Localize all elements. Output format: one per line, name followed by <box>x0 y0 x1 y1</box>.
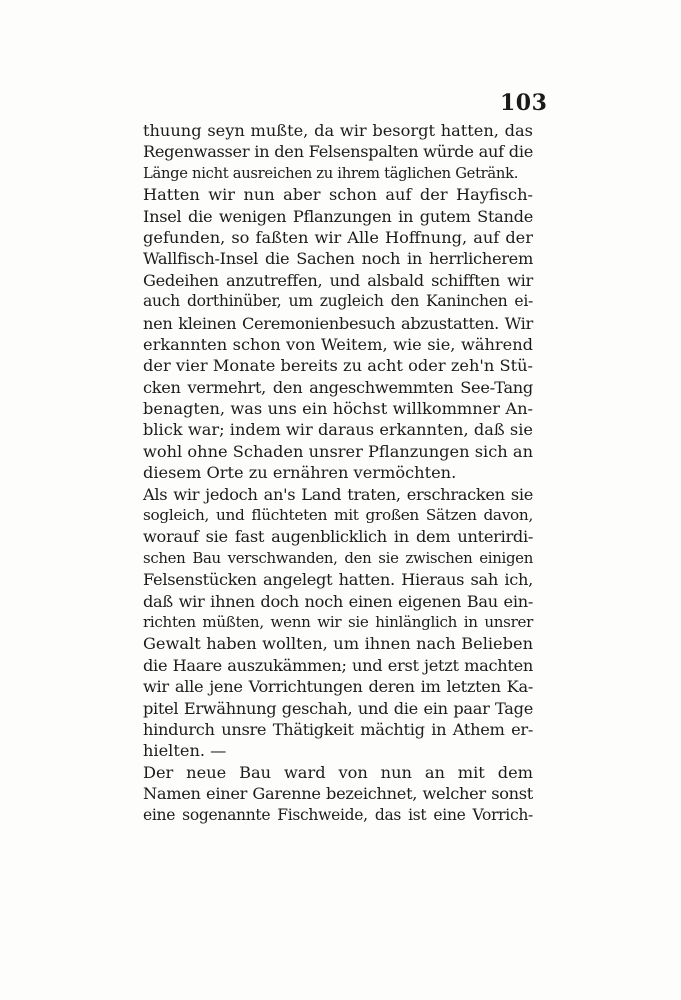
text-line: wohl ohne Schaden unsrer Pflanzungen sich an <box>143 441 533 461</box>
text-line: Insel die wenigen Pflanzungen in gutem Stande <box>143 206 533 226</box>
text-line: Felsenstücken angelegt hatten. Hieraus sah ich, <box>143 570 533 590</box>
text-line: nen kleinen Ceremonienbesuch abzustatten. Wir <box>143 313 533 333</box>
text-line: auch dorthinüber, um zugleich den Kaninchen ei- <box>143 292 533 311</box>
text-line: Regenwasser in den Felsenspalten würde auf die <box>143 142 533 162</box>
text-line: cken vermehrt, den angeschwemmten See-Tang <box>143 377 533 397</box>
text-line: Als wir jedoch an's Land traten, erschracken sie <box>143 484 533 504</box>
text-line: blick war; indem wir daraus erkannten, daß sie <box>143 420 533 440</box>
text-line: richten müßten, wenn wir sie hinlänglich in unsrer <box>143 612 533 631</box>
text-line: die Haare auszukämmen; und erst jetzt machten <box>143 655 533 675</box>
text-line: hielten. — <box>143 741 227 761</box>
text-line: Gewalt haben wollten, um ihnen nach Belieben <box>143 634 533 654</box>
text-line: Gedeihen anzutreffen, und alsbald schifften wir <box>143 270 533 290</box>
text-line: Hatten wir nun aber schon auf der Hayfisch- <box>143 185 533 205</box>
text-line: erkannten schon von Weitem, wie sie, während <box>143 334 533 354</box>
text-line: benagten, was uns ein höchst willkommner An- <box>143 399 533 419</box>
text-line: hindurch unsre Thätigkeit mächtig in Athem er- <box>143 719 533 739</box>
text-line: thuung seyn mußte, da wir besorgt hatten, das <box>143 121 533 140</box>
text-line: pitel Erwähnung geschah, und die ein paar Tage <box>143 698 533 718</box>
text-line: der vier Monate bereits zu acht oder zeh'n Stü- <box>143 356 533 376</box>
text-line: eine sogenannte Fischweide, das ist eine Vorrich- <box>143 805 533 824</box>
text-line: Namen einer Garenne bezeichnet, welcher sonst <box>143 784 533 804</box>
body-text <box>143 120 533 826</box>
text-line: Länge nicht ausreichen zu ihrem täglichen Getränk. <box>143 164 519 182</box>
text-line: Wallfisch-Insel die Sachen noch in herrlicherem <box>143 249 533 269</box>
text-line: sogleich, und flüchteten mit großen Sätzen davon, <box>143 506 533 525</box>
text-line: worauf sie fast augenblicklich in dem unterirdi- <box>143 527 533 547</box>
text-line: diesem Orte zu ernähren vermöchten. <box>143 463 457 483</box>
text-line: Der neue Bau ward von nun an mit dem <box>143 762 533 782</box>
text-line: daß wir ihnen doch noch einen eigenen Bau ein- <box>143 591 533 611</box>
text-line: gefunden, so faßten wir Alle Hoffnung, auf der <box>143 227 533 247</box>
page-number: 103 <box>500 90 548 116</box>
text-line: schen Bau verschwanden, den sie zwischen einigen <box>143 548 533 567</box>
text-line: wir alle jene Vorrichtungen deren im letzten Ka- <box>143 677 533 697</box>
